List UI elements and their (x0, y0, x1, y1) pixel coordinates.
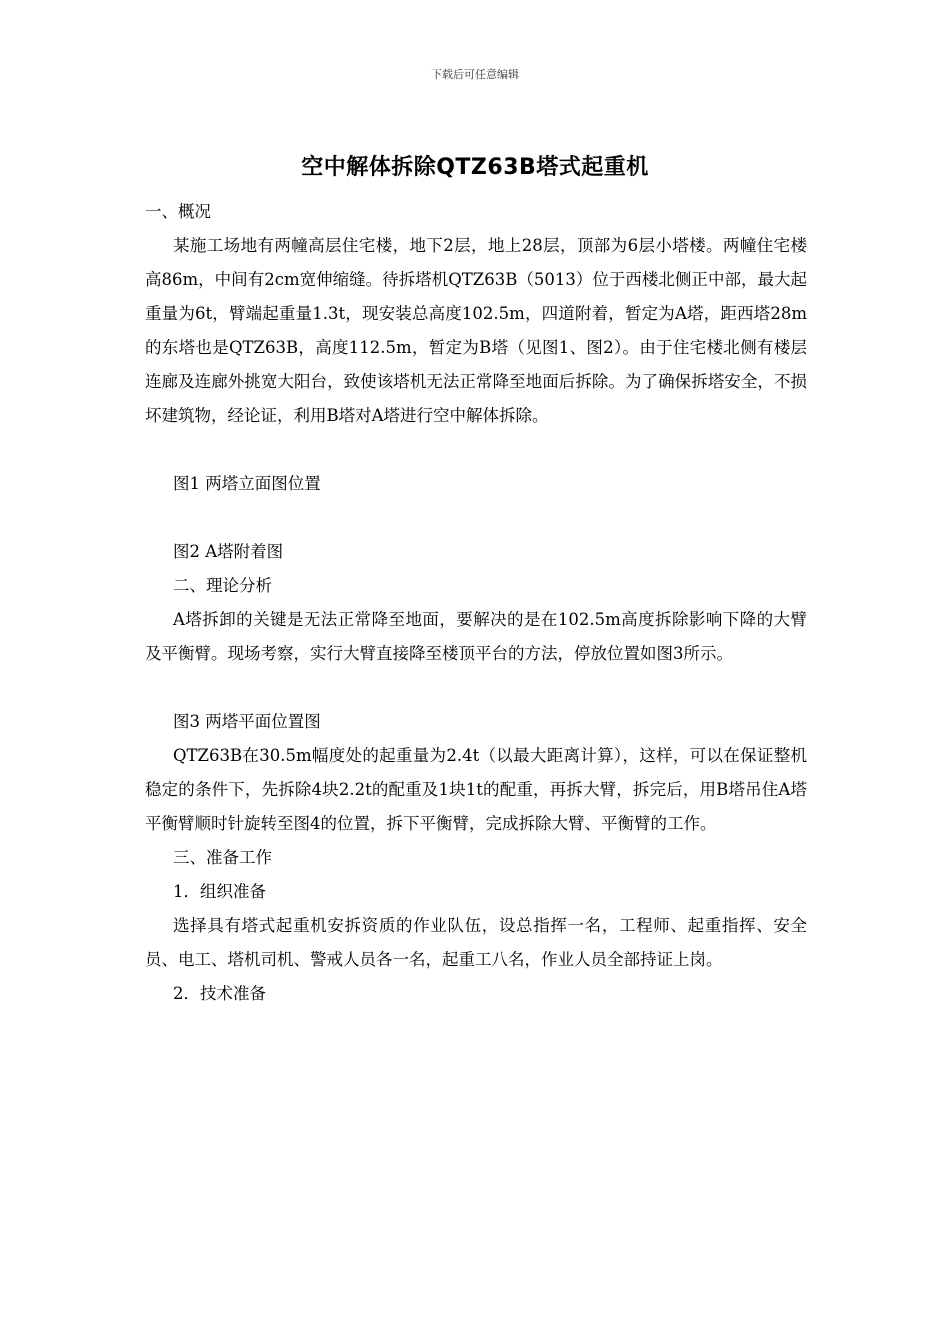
paragraph-analysis-2: QTZ63B在30.5m幅度处的起重量为2.4t（以最大距离计算），这样，可以在保证整机稳定的条件下，先拆除4块2.2t的配重及1块1t的配重，再拆大臂，拆完后，用B塔吊住A塔平衡臂顺时针旋转至图4的位置，拆下平衡臂，完成拆除大臂、平衡臂的工作。 (145, 746, 807, 833)
paragraph-analysis-1: A塔拆卸的关键是无法正常降至地面，要解决的是在102.5m高度拆除影响下降的大臂及平衡臂。现场考察，实行大臂直接降至楼顶平台的方法，停放位置如图3所示。 (145, 610, 807, 663)
figure-caption-3: 图3 两塔平面位置图 (173, 712, 321, 731)
page-header-note: 下载后可任意编辑 (431, 68, 519, 81)
paragraph-overview: 某施工场地有两幢高层住宅楼，地下2层，地上28层，顶部为6层小塔楼。两幢住宅楼高86m，中间有2cm宽伸缩缝。待拆塔机QTZ63B（5013）位于西楼北侧正中部，最大起重量为6t，臂端起重量1.3t，现安装总高度102.5m，四道附着，暂定为A塔，距西塔28m的东塔也是QTZ63B，高度112.5m，暂定为B塔（见图1、图2）。由于住宅楼北侧有楼层连廊及连廊外挑宽大阳台，致使该塔机无法正常降至地面后拆除。为了确保拆塔安全，不损坏建筑物，经论证，利用B塔对A塔进行空中解体拆除。 (145, 236, 807, 425)
figure-caption-1: 图1 两塔立面图位置 (173, 474, 321, 493)
paragraph-organization: 选择具有塔式起重机安拆资质的作业队伍，设总指挥一名，工程师、起重指挥、安全员、电工、塔机司机、警戒人员各一名，起重工八名，作业人员全部持证上岗。 (145, 916, 807, 969)
subheading-organization: 1．组织准备 (173, 882, 266, 901)
document-body (145, 195, 807, 1011)
figure-caption-2: 图2 A塔附着图 (173, 542, 284, 561)
section-heading-overview: 一、概况 (145, 202, 211, 221)
section-heading-analysis: 二、理论分析 (173, 576, 272, 595)
section-heading-preparation: 三、准备工作 (173, 848, 272, 867)
document-title: 空中解体拆除QTZ63B塔式起重机 (301, 155, 649, 180)
subheading-technical: 2．技术准备 (173, 984, 266, 1003)
